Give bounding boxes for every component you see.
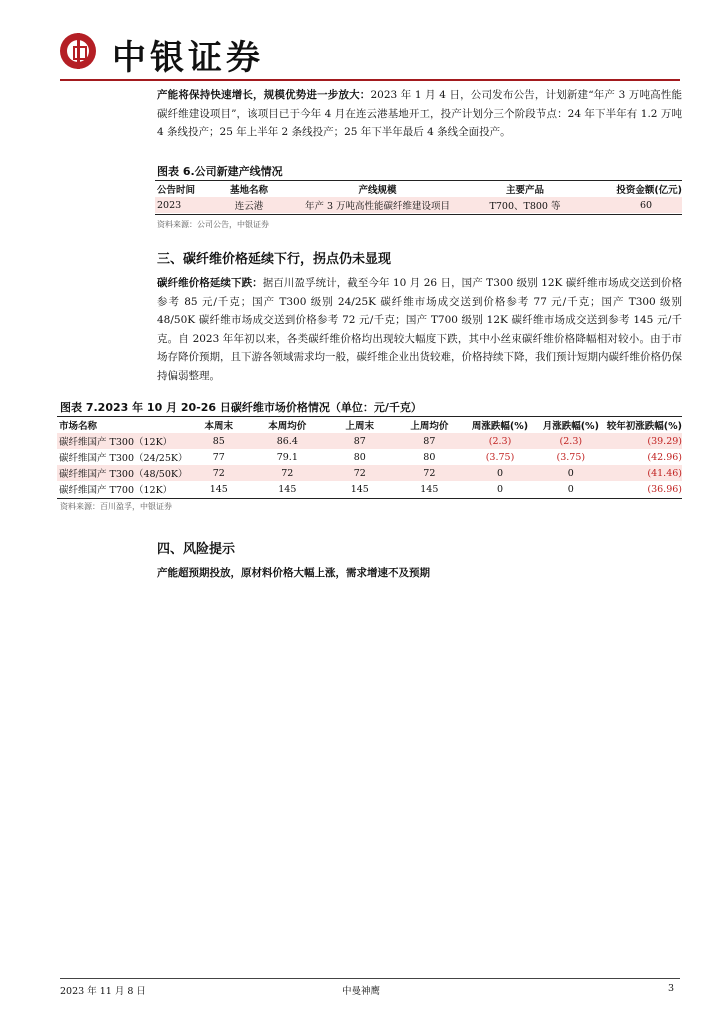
cell: 2023 [155, 197, 213, 213]
figure7-table [57, 417, 682, 497]
cell: 85 [189, 433, 249, 449]
figure7-row [57, 481, 682, 497]
cell: 72 [326, 465, 394, 481]
figure6-title: 图表 6.公司新建产线情况 [157, 165, 283, 178]
figure6-header: 产线规模 [358, 185, 397, 196]
figure7-header: 市场名称 [59, 421, 98, 432]
cell: 碳纤维国产 T700（12K） [59, 485, 173, 496]
figure7-header: 较年初涨跌幅(%) [606, 421, 682, 432]
cell: 87 [394, 433, 466, 449]
cell: 0 [535, 465, 607, 481]
cell: 145 [350, 483, 369, 495]
cell: 145 [209, 483, 228, 495]
section3-lead: 碳纤维价格延续下跌： [157, 277, 263, 289]
figure7-header: 上周末 [345, 421, 375, 432]
figure6-header: 公告时间 [157, 185, 196, 196]
figure6-bottom-rule [155, 214, 682, 215]
cell: T700、T800 等 [470, 197, 580, 213]
cell: 连云港 [213, 197, 285, 213]
section3-text: 据百川盈孚统计，截至今年 10 月 26 日，国产 T300 级别 12K 碳纤维市场成交送到价格参考 85 元/千克；国产 T300 级别 24/25K 碳纤维市场成交送到价格参考 77 元/千克；国产 T300 级别 48/50K 碳纤维市场成交送到价格参考 72 元/千克；国产 T700 级别 12K 碳纤维市场成交送到参考 145 元/千克。自 2023 年年初以来，各类碳纤维价格均出现较大幅度下跌，其中小丝束碳纤维价格降幅相对较小。由于市场存降价预期，且下游各领域需求均一般，碳纤维企业出货较难，价格持续下降，我们预计短期内碳纤维价格仍保持偏弱整理。 [157, 277, 683, 382]
cell: 87 [326, 433, 394, 449]
cell: (36.96) [647, 483, 682, 495]
cell: 72 [394, 465, 466, 481]
cell: 80 [423, 451, 436, 463]
figure7-header-row [57, 417, 682, 433]
cell: 145 [278, 483, 297, 495]
figure7-row [57, 465, 682, 481]
footer-rule [60, 978, 680, 979]
figure6-source: 资料来源：公司公告，中银证券 [157, 220, 269, 229]
figure7-header: 月涨跌幅(%) [542, 421, 599, 432]
figure7-header: 本周均价 [268, 421, 307, 432]
header-rule [60, 79, 680, 81]
figure6-header: 基地名称 [229, 185, 268, 196]
section4-text: 产能超预期投放，原材料价格大幅上涨，需求增速不及预期 [157, 567, 430, 579]
cell: 碳纤维国产 T300（24/25K） [59, 453, 188, 464]
figure7-row [57, 449, 682, 465]
figure7-header: 本周末 [204, 421, 234, 432]
section3-paragraph [157, 274, 682, 385]
section3-title: 三、碳纤维价格延续下行，拐点仍未显现 [157, 252, 392, 267]
intro-text: 2023 年 1 月 4 日，公司发布公告，计划新建“年产 3 万吨高性能碳纤维建设项目”，该项目已于今年 4 月在连云港基地开工，投产计划分三个阶段节点：24 年下半年有 1.2 万吨 4 条线投产；25 年上半年 2 条线投产；25 年下半年最后 4 条线全面投产。 [157, 89, 682, 138]
intro-lead: 产能将保持快速增长，规模优势进一步放大： [157, 89, 371, 101]
cell: 0 [496, 483, 504, 495]
cell: 年产 3 万吨高性能碳纤维建设项目 [285, 197, 470, 213]
cell: 碳纤维国产 T300（12K） [57, 433, 189, 449]
cell: (3.75) [485, 451, 515, 463]
figure7-row [57, 433, 682, 449]
intro-paragraph [157, 86, 682, 142]
page-number: 3 [668, 983, 675, 994]
boc-coin-logo [60, 33, 96, 69]
section4-title: 四、风险提示 [157, 542, 236, 557]
cell: (3.75) [556, 451, 586, 463]
figure6-header-row [155, 181, 682, 197]
figure6-header: 主要产品 [505, 185, 544, 196]
figure6-header: 投资金额(亿元) [616, 185, 682, 196]
cell: 60 [580, 197, 682, 213]
cell: 72 [189, 465, 249, 481]
cell: 79.1 [276, 451, 298, 463]
figure6-table [155, 181, 682, 213]
brand-name: 中银证券 [112, 38, 264, 78]
cell: (41.46) [607, 465, 682, 481]
cell: (42.96) [647, 451, 682, 463]
cell: (2.3) [535, 433, 607, 449]
cell: 0 [567, 483, 574, 495]
cell: 0 [465, 465, 535, 481]
section4-paragraph [157, 564, 682, 583]
cell: 80 [353, 451, 366, 463]
figure6-row [155, 197, 682, 213]
cell: 72 [249, 465, 326, 481]
cell: (39.29) [607, 433, 682, 449]
cell: 77 [212, 451, 225, 463]
cell: 碳纤维国产 T300（48/50K） [57, 465, 189, 481]
figure7-bottom-rule [57, 498, 682, 499]
cell: 86.4 [249, 433, 326, 449]
cell: 145 [420, 483, 439, 495]
figure7-header: 上周均价 [410, 421, 449, 432]
figure7-source: 资料来源：百川盈孚，中银证券 [60, 502, 172, 511]
footer-company: 中曼神鹰 [342, 986, 381, 997]
footer-date: 2023 年 11 月 8 日 [60, 986, 146, 997]
figure7-header: 周涨跌幅(%) [471, 421, 529, 432]
cell: (2.3) [465, 433, 535, 449]
figure7-title: 图表 7.2023 年 10 月 20-26 日碳纤维市场价格情况（单位：元/千克） [60, 401, 422, 414]
